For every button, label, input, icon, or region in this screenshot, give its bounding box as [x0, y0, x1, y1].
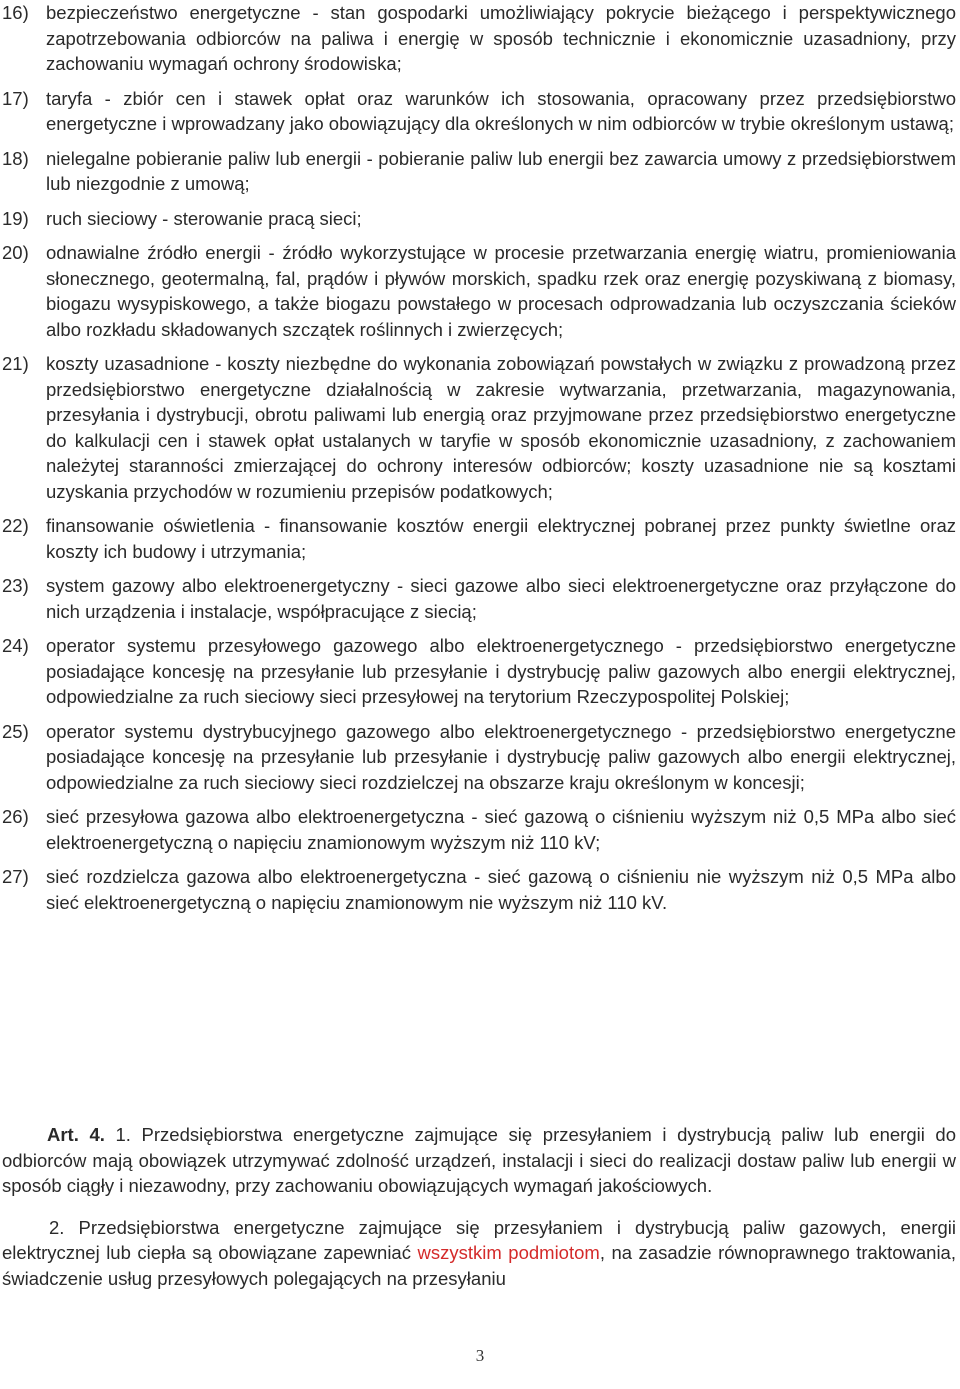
- article-paragraph-2: [2, 1215, 956, 1292]
- definition-item: [0, 86, 958, 137]
- item-text: operator systemu dystrybucyjnego gazowego albo elektroenergetycznego - przedsiębiorstwo energetyczne posiadające koncesję na przesyłanie lub przesyłanie i dystrybucję paliw gazowych albo energii elektrycznej, odpowiedzialne za ruch sieciowy sieci rozdzielczej na obszarze kraju określonym w koncesji;: [46, 720, 956, 793]
- item-text: finansowanie oświetlenia - finansowanie kosztów energii elektrycznej pobranej przez punkty świetlne oraz koszty ich budowy i utrzymania;: [46, 515, 956, 562]
- item-text: system gazowy albo elektroenergetyczny - sieci gazowe albo sieci elektroenergetyczne oraz przyłączone do nich urządzenia i instalacje, współpracujące z siecią;: [46, 575, 956, 622]
- item-number: 20): [2, 242, 29, 263]
- article-label: Art. 4.: [47, 1124, 105, 1145]
- article-4: [0, 1122, 956, 1307]
- paragraph-indent: [2, 1217, 64, 1238]
- item-number: 21): [2, 353, 29, 374]
- item-text: koszty uzasadnione - koszty niezbędne do wykonania zobowiązań powstałych w związku z prowadzoną przez przedsiębiorstwo energetyczne działalnością w zakresie wytwarzania, przetwarzania, magazynowania, przesyłania i dystrybucji, obrotu paliwami lub energią oraz przyjmowane przez przedsiębiorstwo energetyczne do kalkulacji cen i stawek opłat ustalanych w taryfie w sposób ekonomicznie uzasadniony, z zachowaniem należytej staranności zmierzającej do ochrony interesów odbiorców; koszty uzasadnione nie są kosztami uzyskania przychodów w rozumieniu przepisów podatkowych;: [46, 353, 956, 502]
- paragraph-indent: [2, 1124, 131, 1145]
- definition-item: [0, 351, 958, 504]
- definition-item: [0, 146, 958, 197]
- paragraph-number: 1.: [115, 1124, 131, 1145]
- item-number: 26): [2, 806, 29, 827]
- paragraph-number: 2.: [49, 1216, 65, 1238]
- item-number: 19): [2, 207, 29, 229]
- item-text: operator systemu przesyłowego gazowego albo elektroenergetycznego - przedsiębiorstwo energetyczne posiadające koncesję na przesyłanie lub przesyłanie i dystrybucję paliw gazowych albo energii elektrycznej, odpowiedzialne za ruch sieciowy sieci przesyłowej na terytorium Rzeczypospolitej Polskiej;: [46, 635, 956, 707]
- item-number: 23): [2, 575, 29, 596]
- item-number: 22): [2, 515, 29, 536]
- definition-item: [0, 206, 958, 232]
- item-number: 24): [2, 635, 29, 656]
- definition-item: [0, 804, 958, 855]
- definition-item: [0, 513, 958, 564]
- item-number: 17): [2, 87, 29, 109]
- item-number: 16): [2, 2, 29, 23]
- item-number: 27): [2, 866, 29, 887]
- definition-item: [0, 864, 958, 915]
- definition-item: [0, 240, 958, 342]
- definition-item: [0, 633, 958, 710]
- item-text: bezpieczeństwo energetyczne - stan gospodarki umożliwiający pokrycie bieżącego i perspektywicznego zapotrzebowania odbiorców na paliwa i energię w sposób technicznie i ekonomicznie uzasadniony, przy zachowaniu wymagań ochrony środowiska;: [46, 2, 956, 74]
- item-text: nielegalne pobieranie paliw lub energii - pobieranie paliw lub energii bez zawarcia umowy z przedsiębiorstwem lub niezgodnie z umową;: [46, 147, 956, 194]
- item-text: odnawialne źródło energii - źródło wykorzystujące w procesie przetwarzania energię wiatru, promieniowania słonecznego, geotermalną, fal, prądów i pływów morskich, spadku rzek oraz energię pozyskiwaną z biomasy, biogazu wysypiskowego, a także biogazu powstałego w procesach odprowadzania lub oczyszczania ścieków albo rozkładu składowanych szczątek roślinnych i zwierzęcych;: [46, 242, 956, 340]
- definition-item: [0, 719, 958, 796]
- paragraph-text: Przedsiębiorstwa energetyczne zajmujące się przesyłaniem i dystrybucją paliw lub energii do odbiorców mają obowiązek utrzymywać zdolność urządzeń, instalacji i sieci do realizacji dostaw paliw lub energii w sposób ciągły i niezawodny, przy zachowaniu obowiązujących wymagań jakościowych.: [2, 1124, 957, 1196]
- item-number: 25): [2, 720, 29, 742]
- item-number: 18): [2, 147, 29, 169]
- item-text: taryfa - zbiór cen i stawek opłat oraz warunków ich stosowania, opracowany przez przedsiębiorstwo energetyczne i wprowadzany jako obowiązujący dla określonych w nim odbiorców w trybie określonym ustawą;: [46, 87, 956, 134]
- paragraph-text-continued: , na zasadzie równoprawnego traktowania, świadczenie usług przesyłowych polegających na przesyłaniu: [2, 1242, 956, 1289]
- paragraph-text: Przedsiębiorstwa energetyczne zajmujące się przesyłaniem i dystrybucją paliw gazowych, energii elektrycznej lub ciepła są obowiązane zapewniać: [2, 1216, 956, 1263]
- item-text: sieć rozdzielcza gazowa albo elektroenergetyczna - sieć gazową o ciśnieniu nie wyższym niż 0,5 MPa albo sieć elektroenergetyczną o napięciu znamionowym nie wyższym niż 110 kV.: [46, 866, 956, 913]
- definition-item: [0, 573, 958, 624]
- highlighted-text: wszystkim podmiotom: [417, 1242, 600, 1263]
- item-text: sieć przesyłowa gazowa albo elektroenergetyczna - sieć gazową o ciśnieniu wyższym niż 0,5 MPa albo sieć elektroenergetyczną o napięciu znamionowym wyższym niż 110 kV;: [46, 806, 956, 853]
- article-paragraph-1: [2, 1122, 956, 1199]
- item-text: ruch sieciowy - sterowanie pracą sieci;: [46, 207, 362, 229]
- definition-item: [0, 0, 958, 77]
- page-number: 3: [475, 1346, 485, 1365]
